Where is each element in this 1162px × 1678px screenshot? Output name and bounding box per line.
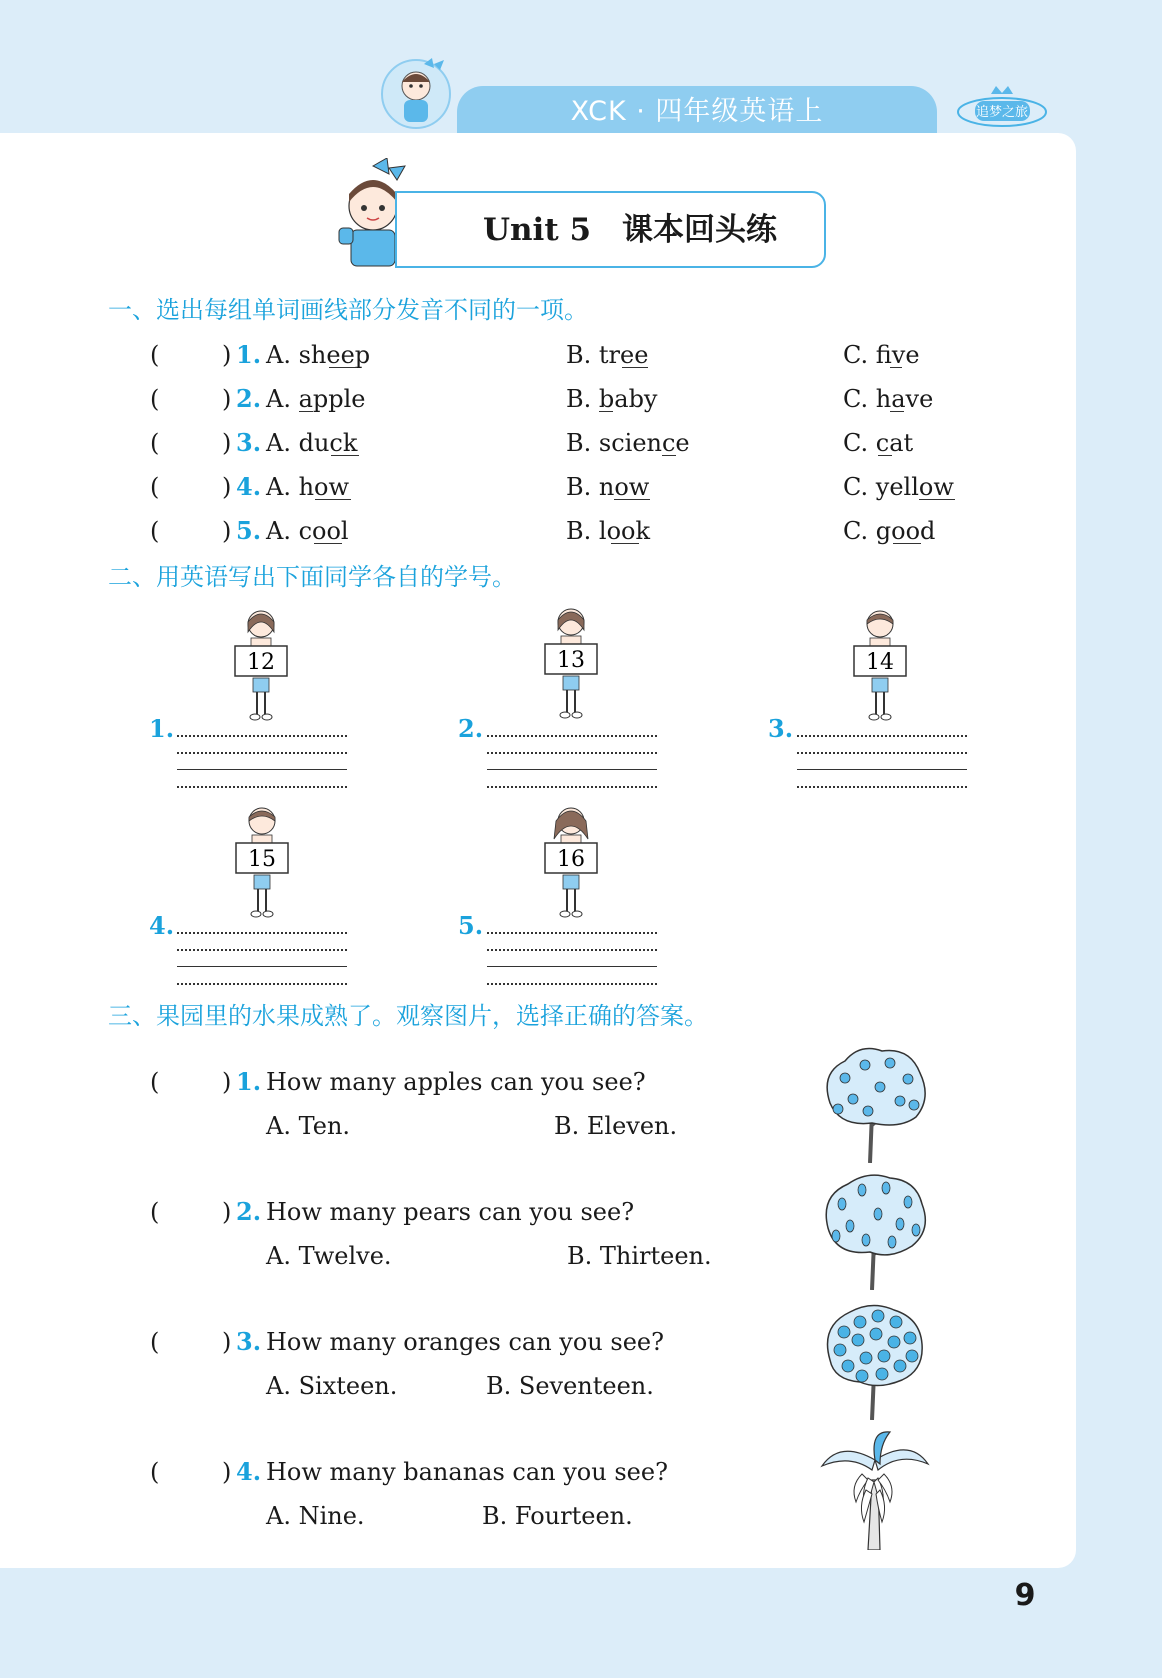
option-a: A. how <box>266 473 350 501</box>
writing-lines[interactable] <box>177 735 347 791</box>
option-b: B. Fourteen. <box>482 1502 633 1530</box>
option-a: A. cool <box>266 517 349 545</box>
section3-question: ( ) 3. How many oranges can you see? <box>0 1324 800 1360</box>
section3-question: ( ) 4. How many bananas can you see? <box>0 1454 800 1490</box>
number-card: 13 <box>557 648 585 673</box>
child-with-card-icon <box>233 606 289 724</box>
answer-blank[interactable]: ( <box>150 429 160 457</box>
question-number: 4. <box>236 1457 262 1486</box>
section3-title: 三、果园里的水果成熟了。观察图片，选择正确的答案。 <box>108 1002 708 1030</box>
section1-item: ( ) 2. A. apple B. baby C. have <box>0 381 1076 417</box>
question-number: 5. <box>458 911 484 940</box>
question-number: 4. <box>236 472 262 501</box>
logo-icon <box>955 82 1050 132</box>
option-c: C. good <box>843 517 936 545</box>
option-a: A. Nine. <box>266 1502 365 1530</box>
child-with-card-icon <box>543 803 599 921</box>
question-number: 1. <box>236 1067 262 1096</box>
number-card: 14 <box>866 650 894 675</box>
question-number: 3. <box>768 714 794 743</box>
child-with-card-icon <box>234 803 290 921</box>
section3-options <box>0 1498 800 1534</box>
question-number: 3. <box>236 428 262 457</box>
orange-tree-icon <box>820 1300 930 1420</box>
writing-lines[interactable] <box>797 735 967 791</box>
answer-blank[interactable]: ( <box>150 341 160 369</box>
logo-text: 追梦之旅 <box>975 105 1029 120</box>
writing-lines[interactable] <box>177 932 347 988</box>
option-c: C. yellow <box>843 473 954 501</box>
answer-blank[interactable]: ( <box>150 517 160 545</box>
answer-blank[interactable]: ( <box>150 385 160 413</box>
option-b: B. Thirteen. <box>567 1242 712 1270</box>
section1-title: 一、选出每组单词画线部分发音不同的一项。 <box>108 296 588 324</box>
option-b: B. Seventeen. <box>486 1372 654 1400</box>
option-a: A. Sixteen. <box>266 1372 398 1400</box>
option-b: B. now <box>566 473 650 501</box>
option-b: B. look <box>566 517 651 545</box>
question-number: 2. <box>236 384 262 413</box>
answer-blank[interactable]: ( <box>150 1328 160 1356</box>
option-b: B. Eleven. <box>554 1112 678 1140</box>
section3-options <box>0 1238 800 1274</box>
option-c: C. cat <box>843 429 914 457</box>
child-with-card-icon <box>852 606 908 724</box>
answer-blank[interactable]: ( <box>150 1198 160 1226</box>
question-number: 1. <box>149 714 175 743</box>
option-a: A. duck <box>266 429 358 457</box>
question-text: How many pears can you see? <box>266 1198 635 1226</box>
question-number: 4. <box>149 911 175 940</box>
header-title-tab: XCK · 四年级英语上 <box>457 86 937 138</box>
question-number: 3. <box>236 1327 262 1356</box>
section1-item: ( ) 4. A. how B. now C. yellow <box>0 469 1076 505</box>
mascot-girl-icon <box>380 52 452 136</box>
section3-options <box>0 1368 800 1404</box>
question-number: 5. <box>236 516 262 545</box>
section1-item: ( ) 5. A. cool B. look C. good <box>0 513 1076 549</box>
question-number: 1. <box>236 340 262 369</box>
question-text: How many bananas can you see? <box>266 1458 668 1486</box>
number-card: 12 <box>247 650 275 675</box>
question-number: 2. <box>236 1197 262 1226</box>
option-a: A. sheep <box>266 341 371 369</box>
option-c: C. have <box>843 385 934 413</box>
apple-tree-icon <box>820 1043 930 1163</box>
question-number: 2. <box>458 714 484 743</box>
option-b: B. science <box>566 429 690 457</box>
answer-blank[interactable]: ( <box>150 1458 160 1486</box>
answer-blank[interactable]: ( <box>150 473 160 501</box>
pear-tree-icon <box>820 1170 930 1290</box>
section1-item: ( ) 1. A. sheep B. tree C. five <box>0 337 1076 373</box>
section1-item: ( ) 3. A. duck B. science C. cat <box>0 425 1076 461</box>
option-a: A. Twelve. <box>266 1242 392 1270</box>
child-with-card-icon <box>543 604 599 722</box>
option-a: A. apple <box>266 385 366 413</box>
writing-lines[interactable] <box>487 735 657 791</box>
number-card: 15 <box>248 847 276 872</box>
banana-tree-icon <box>820 1430 930 1550</box>
page-title: Unit 5 课本回头练 <box>482 212 778 248</box>
number-card: 16 <box>557 847 585 872</box>
option-b: B. tree <box>566 341 649 369</box>
option-b: B. baby <box>566 385 658 413</box>
page-number: 9 <box>1014 1578 1036 1613</box>
section2-title: 二、用英语写出下面同学各自的学号。 <box>108 563 516 591</box>
question-text: How many oranges can you see? <box>266 1328 664 1356</box>
option-c: C. five <box>843 341 920 369</box>
section3-question: ( ) 1. How many apples can you see? <box>0 1064 800 1100</box>
section3-options <box>0 1108 800 1144</box>
answer-blank[interactable]: ( <box>150 1068 160 1096</box>
option-a: A. Ten. <box>266 1112 351 1140</box>
question-text: How many apples can you see? <box>266 1068 646 1096</box>
writing-lines[interactable] <box>487 932 657 988</box>
section3-question: ( ) 2. How many pears can you see? <box>0 1194 800 1230</box>
